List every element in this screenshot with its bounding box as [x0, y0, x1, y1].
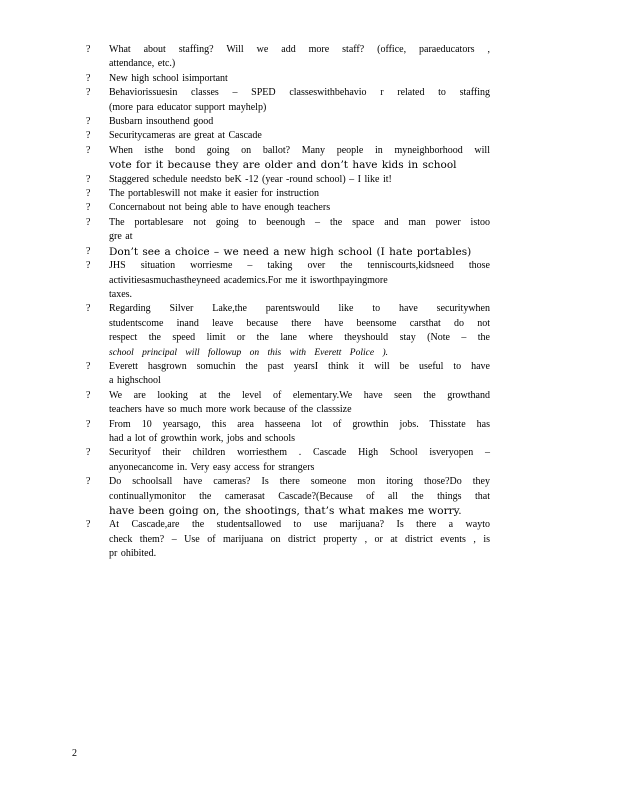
- text-line: When isthe bond going on ballot? Many people in myneighborhood will: [109, 144, 490, 156]
- list-item: [86, 115, 490, 129]
- text-line: activitiesasmuchastheyneed academics.For me it isworthpayingmore: [109, 274, 388, 286]
- text-line: teachers have so much more work because of the classsize: [109, 404, 352, 416]
- bullet-icon: ?: [86, 173, 91, 185]
- text-line: studentscome inand leave because there have beensome carsthat do not: [109, 317, 490, 329]
- list-item: [86, 259, 490, 302]
- bullet-icon: ?: [86, 389, 91, 401]
- text-line: a highschool: [109, 375, 161, 387]
- text-line: Don’t see a choice – we need a new high school (I hate portables): [109, 245, 472, 258]
- comment-text: [109, 115, 490, 129]
- text-line: continuallymonitor the camerasat Cascade?(Because of all the things that: [109, 490, 490, 502]
- comment-text: [109, 389, 490, 418]
- bullet-icon: ?: [86, 418, 91, 430]
- text-line: pr ohibited.: [109, 548, 157, 560]
- list-item: [86, 86, 490, 115]
- comment-text: [109, 187, 490, 201]
- text-line: Regarding Silver Lake,the parentswould like to have securitywhen: [109, 303, 490, 315]
- bullet-icon: ?: [86, 72, 91, 84]
- bullet-icon: ?: [86, 447, 91, 459]
- text-line: We are looking at the level of elementary.We have seen the growthand: [109, 389, 490, 401]
- comment-text: [109, 86, 490, 115]
- text-line: The portableswill not make it easier for instruction: [109, 188, 319, 200]
- text-line: gre at: [109, 231, 133, 243]
- comment-text: [109, 418, 490, 447]
- bullet-icon: ?: [86, 202, 91, 214]
- list-item: [86, 302, 490, 360]
- text-line: From 10 yearsago, this area hasseena lot of growthin jobs. Thisstate has: [109, 418, 490, 430]
- comment-text: [109, 259, 490, 302]
- list-item: [86, 173, 490, 187]
- text-line: check them? – Use of marijuana on district property , or at district events , is: [109, 533, 490, 545]
- list-item: [86, 518, 490, 561]
- text-line: Securityof their children worriesthem . Cascade High School isveryopen –: [109, 447, 490, 459]
- bullet-icon: ?: [86, 188, 91, 200]
- bullet-icon: ?: [86, 476, 91, 488]
- text-line: Busbarn insouthend good: [109, 116, 214, 128]
- bullet-icon: ?: [86, 87, 91, 99]
- text-line: Concernabout not being able to have enough teachers: [109, 202, 331, 214]
- comment-text: [109, 360, 490, 389]
- list-item: [86, 360, 490, 389]
- comment-text: [109, 518, 490, 561]
- list-item: [86, 389, 490, 418]
- text-line: taxes.: [109, 288, 133, 300]
- text-line: Securitycameras are great at Cascade: [109, 130, 262, 142]
- bullet-icon: ?: [86, 116, 91, 128]
- text-line: respect the speed limit or the lane where theyshould stay (Note – the: [109, 332, 490, 344]
- list-item: [86, 418, 490, 447]
- list-item: [86, 43, 490, 72]
- list-item: [86, 475, 490, 518]
- comment-text: [109, 72, 490, 86]
- list-item: [86, 129, 490, 143]
- bullet-icon: ?: [86, 245, 91, 257]
- list-item: [86, 201, 490, 215]
- bullet-icon: ?: [86, 44, 91, 55]
- comment-text: [109, 173, 490, 187]
- comment-text: [109, 201, 490, 215]
- bullet-icon: ?: [86, 303, 91, 315]
- text-line: had a lot of growthin work, jobs and schools: [109, 432, 296, 444]
- list-item: [86, 216, 490, 245]
- list-item: [86, 446, 490, 475]
- bullet-icon: ?: [86, 144, 91, 156]
- list-item: [86, 144, 490, 173]
- bullet-icon: ?: [86, 519, 91, 531]
- text-line: Staggered schedule needsto beK -12 (year -round school) – I like it!: [109, 173, 392, 185]
- comment-text: [109, 245, 490, 259]
- list-item: [86, 187, 490, 201]
- text-line: have been going on, the shootings, that’s what makes me worry.: [109, 505, 462, 517]
- text-line: school principal will followup on this with Everett Police ).: [109, 347, 388, 358]
- text-line: Everett hasgrown somuchin the past yearsI think it will be useful to have: [109, 360, 490, 372]
- text-line: attendance, etc.): [109, 58, 176, 70]
- list-item: [86, 72, 490, 86]
- comment-text: [109, 446, 490, 475]
- text-line: anyonecancome in. Very easy access for strangers: [109, 461, 315, 473]
- text-line: vote for it because they are older and don’t have kids in school: [109, 159, 457, 172]
- comment-text: [109, 144, 490, 173]
- bullet-icon: ?: [86, 130, 91, 142]
- comment-text: [109, 475, 490, 518]
- comment-text: [109, 43, 490, 72]
- text-line: Behaviorissuesin classes – SPED classeswithbehavio r related to staffing: [109, 87, 490, 99]
- text-line: (more para educator support mayhelp): [109, 101, 267, 113]
- bullet-icon: ?: [86, 260, 91, 272]
- text-line: Do schoolsall have cameras? Is there someone mon itoring those?Do they: [109, 476, 490, 488]
- text-line: What about staffing? Will we add more staff? (office, paraeducators ,: [109, 44, 490, 55]
- list-item: [86, 245, 490, 259]
- text-line: The portablesare not going to beenough – the space and man power istoo: [109, 216, 490, 228]
- comment-text: [109, 302, 490, 360]
- bullet-icon: ?: [86, 360, 91, 372]
- text-line: At Cascade,are the studentsallowed to use marijuana? Is there a wayto: [109, 519, 490, 531]
- text-line: New high school isimportant: [109, 72, 228, 84]
- comment-text: [109, 216, 490, 245]
- page-number: 2: [72, 748, 77, 759]
- bullet-icon: ?: [86, 216, 91, 228]
- comment-text: [109, 129, 490, 143]
- comment-list: [86, 43, 490, 562]
- text-line: JHS situation worriesme – taking over the tenniscourts,kidsneed those: [109, 260, 490, 272]
